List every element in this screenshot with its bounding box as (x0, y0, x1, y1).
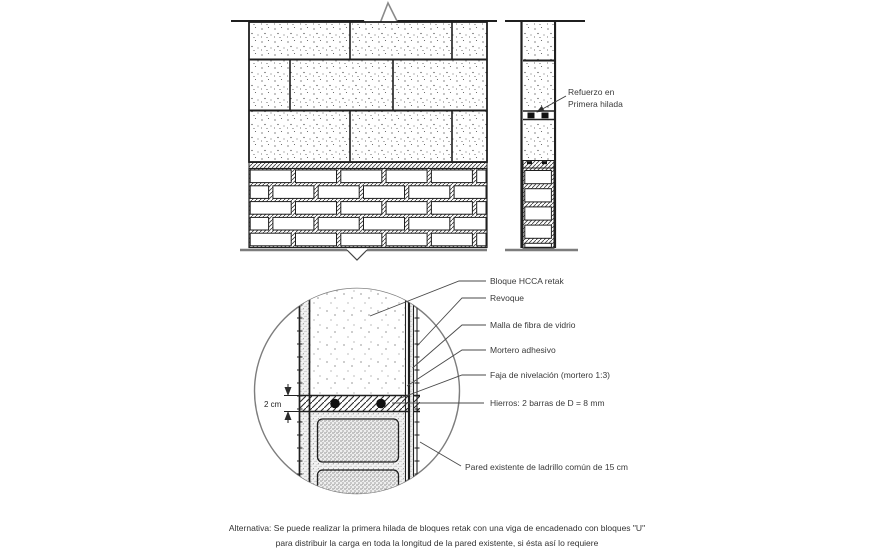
callout-refuerzo-line2: Primera hilada (568, 99, 623, 109)
elevation-view (231, 3, 497, 260)
label-faja: Faja de nivelación (mortero 1:3) (490, 370, 611, 380)
section-brick-pattern (525, 171, 552, 248)
leveling-band (249, 163, 487, 169)
label-pared: Pared existente de ladrillo común de 15 cm (465, 462, 629, 472)
detail-circle-view (255, 276, 629, 512)
note (229, 523, 645, 548)
note-line2: para distribuir la carga en toda la longitud de la pared existente, si ésta así lo requiere (275, 538, 599, 548)
detail-brick (318, 419, 399, 462)
section-view (505, 21, 623, 250)
detail-block (310, 288, 406, 396)
dimension-label: 2 cm (264, 400, 282, 409)
label-malla: Malla de fibra de vidrio (490, 320, 576, 330)
label-mortero: Mortero adhesivo (490, 345, 556, 355)
brick-pattern (250, 170, 486, 246)
label-hierros: Hierros: 2 barras de D = 8 mm (490, 398, 605, 408)
rebar-dot (330, 399, 340, 409)
callout-refuerzo-line1: Refuerzo en (568, 87, 615, 97)
note-line1: Alternativa: Se puede realizar la primera hilada de bloques retak con una viga de encadenado con bloques "U" (228, 523, 646, 533)
rebar-dot (376, 399, 386, 409)
detail-content (297, 288, 420, 512)
label-bloque: Bloque HCCA retak (490, 276, 564, 286)
label-revoque: Revoque (490, 293, 525, 303)
rebar-square (528, 113, 535, 119)
rebar-square (542, 113, 549, 119)
detail-brick (318, 470, 399, 512)
left-revoque-strip (300, 288, 310, 498)
ground-break-icon (347, 250, 367, 260)
